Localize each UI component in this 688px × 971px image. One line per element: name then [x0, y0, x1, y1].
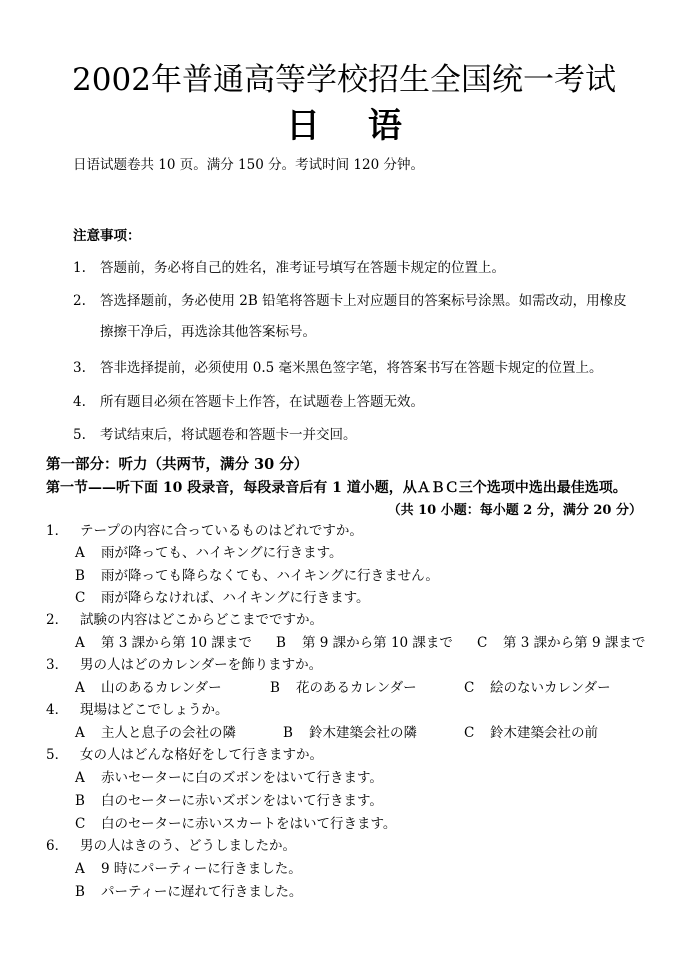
option-text: 第 3 課から第 10 課まで — [101, 635, 252, 651]
note-text: 答非选择提前，必须使用 0.5 毫米黑色签字笔，将答案书写在答题卡规定的位置上。 — [100, 360, 603, 376]
option-text: 9 時にパーティーに行きました。 — [101, 861, 302, 877]
option-label: C — [464, 725, 475, 741]
note-number: 5. — [73, 427, 86, 443]
option-label: B — [75, 793, 85, 809]
question-number: 2． — [46, 612, 69, 628]
answer-option — [477, 634, 645, 652]
option-label: C — [75, 816, 86, 832]
option-text: 雨が降っても、ハイキングに行きます。 — [101, 545, 343, 561]
note-text: 答选择题前，务必使用 2B 铅笔将答题卡上对应题目的答案标号涂黑。如需改动，用橡皮 — [100, 293, 627, 309]
option-text: 雨が降っても降らなくても、ハイキングに行きません。 — [101, 568, 439, 584]
option-label: A — [75, 861, 85, 877]
section1-instructions: 第一节——听下面 10 段录音，每段录音后有 1 道小题，从ＡＢＣ三个选项中选出最佳选项。 — [46, 480, 627, 496]
option-label: B — [270, 680, 280, 696]
note-text: 考试结束后，将试题卷和答题卡一并交回。 — [100, 427, 357, 443]
option-label: A — [75, 635, 85, 651]
answer-option — [270, 679, 417, 697]
section1-points: （共 10 小题：每小题 2 分，满分 20 分） — [387, 503, 642, 518]
note-text-continued: 擦擦干净后，再选涂其他答案标号。 — [100, 324, 316, 340]
answer-option — [276, 634, 453, 652]
option-text: 鈴木建築会社の隣 — [309, 725, 417, 741]
option-label: A — [75, 680, 85, 696]
option-label: B — [75, 568, 85, 584]
question-number: 6． — [46, 838, 69, 854]
option-label: A — [75, 545, 85, 561]
question-text: 女の人はどんな格好をして行きますか。 — [80, 747, 323, 763]
note-text: 答题前，务必将自己的姓名，准考证号填写在答题卡规定的位置上。 — [100, 260, 505, 276]
answer-option — [75, 860, 302, 878]
answer-option — [75, 769, 383, 787]
option-label: A — [75, 770, 85, 786]
option-label: B — [75, 884, 85, 900]
note-number: 4. — [73, 394, 86, 410]
option-text: 山のあるカレンダー — [101, 680, 222, 696]
note-number: 3. — [73, 360, 86, 376]
option-label: A — [75, 725, 85, 741]
question-number: 5． — [46, 747, 69, 763]
option-text: 白のセーターに赤いズボンをはいて行きます。 — [101, 793, 383, 809]
subject-heading: 日 语 — [286, 106, 402, 146]
answer-option — [75, 567, 439, 585]
answer-option — [75, 634, 252, 652]
option-label: C — [477, 635, 488, 651]
answer-option — [75, 815, 396, 833]
question-text: 男の人はきのう、どうしましたか。 — [80, 838, 296, 854]
option-text: パーティーに遅れて行きました。 — [101, 884, 303, 900]
note-text: 所有题目必须在答题卡上作答，在试题卷上答题无效。 — [100, 394, 424, 410]
option-text: 第 9 課から第 10 課まで — [302, 635, 453, 651]
option-text: 雨が降らなければ、ハイキングに行きます。 — [101, 590, 370, 606]
option-text: 鈴木建築会社の前 — [490, 725, 598, 741]
option-label: C — [75, 590, 86, 606]
answer-option — [75, 792, 383, 810]
option-text: 花のあるカレンダー — [296, 680, 417, 696]
option-text: 赤いセーターに白のズボンをはいて行きます。 — [101, 770, 383, 786]
part1-title: 第一部分：听力（共两节，满分 30 分） — [46, 456, 309, 473]
answer-option — [75, 679, 222, 697]
note-number: 2. — [73, 293, 86, 309]
option-text: 絵のないカレンダー — [490, 680, 611, 696]
answer-option — [283, 724, 417, 742]
question-text: 男の人はどのカレンダーを飾りますか。 — [80, 657, 323, 673]
option-label: C — [464, 680, 475, 696]
option-label: B — [276, 635, 286, 651]
option-text: 主人と息子の会社の隣 — [101, 725, 236, 741]
answer-option — [75, 589, 370, 607]
exam-title: 2002年普通高等学校招生全国统一考试 — [72, 62, 616, 98]
question-text: 試験の内容はどこからどこまでですか。 — [80, 612, 323, 628]
question-number: 1． — [46, 523, 69, 539]
answer-option — [75, 724, 236, 742]
question-number: 4． — [46, 702, 69, 718]
notes-heading: 注意事项： — [73, 228, 141, 244]
answer-option — [464, 679, 611, 697]
exam-intro: 日语试题卷共 10 页。满分 150 分。考试时间 120 分钟。 — [73, 157, 424, 173]
question-number: 3． — [46, 657, 69, 673]
option-text: 白のセーターに赤いスカートをはいて行きます。 — [101, 816, 397, 832]
answer-option — [75, 883, 302, 901]
question-text: 現場はどこでしょうか。 — [80, 702, 229, 718]
option-label: B — [283, 725, 293, 741]
option-text: 第 3 課から第 9 課まで — [503, 635, 646, 651]
answer-option — [75, 544, 343, 562]
note-number: 1. — [73, 260, 86, 276]
answer-option — [464, 724, 598, 742]
question-text: テープの内容に合っているものはどれですか。 — [80, 523, 363, 539]
